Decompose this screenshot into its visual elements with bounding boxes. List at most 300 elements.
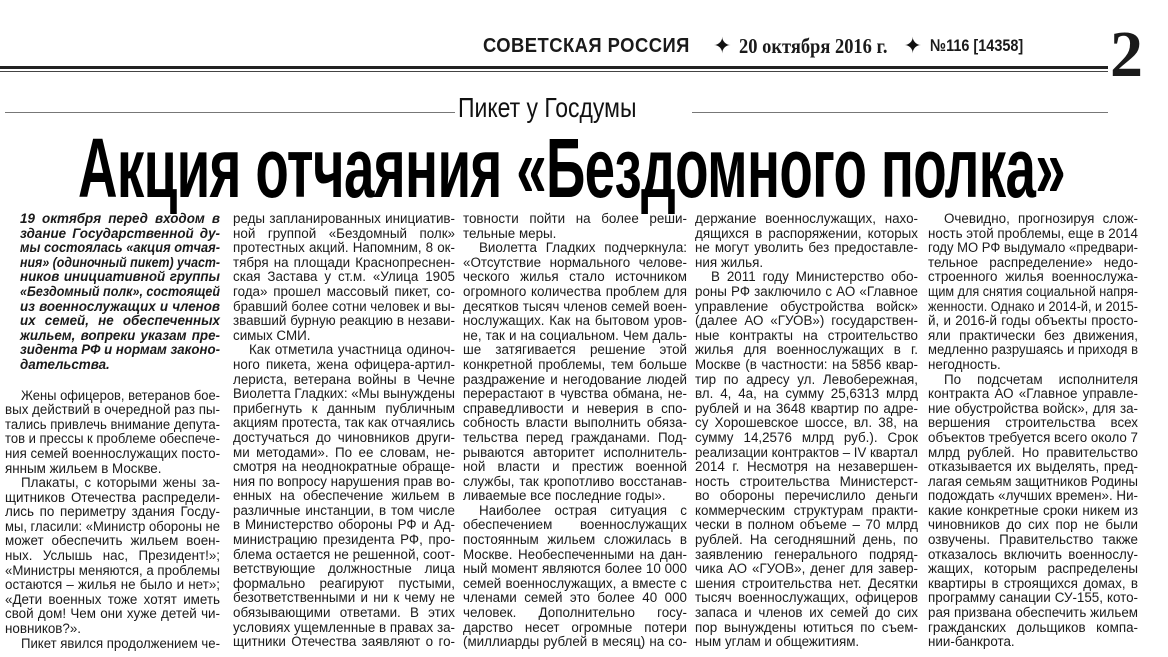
text-line: обязывающими ответами. В этих	[233, 605, 455, 621]
text-line: достучаться до чиновников други-	[233, 429, 455, 445]
paragraph-line	[5, 403, 220, 418]
star-separator-icon: ✦	[713, 33, 732, 58]
paragraph	[695, 270, 918, 649]
text-line: объектов требуется всего около 7	[928, 429, 1138, 445]
text-line: мы, гласили: «Министр обороны не	[5, 518, 220, 534]
paragraph-line	[233, 518, 455, 533]
text-line: Виолетта Гладких подчеркнула:	[479, 240, 687, 256]
text-line: «Бездомный полк», состоящей	[20, 283, 220, 299]
paragraph-line	[928, 314, 1138, 329]
text-line: нии-банкрота.	[928, 634, 1015, 650]
text-line: жилья для военнослужащих в г.	[695, 342, 918, 358]
text-line: контракта АО «Главное управле-	[928, 386, 1138, 402]
paragraph-line	[695, 504, 918, 519]
text-line: ние обустройства войск», для за-	[928, 400, 1138, 416]
text-line: подождать «лучших времен». Ни-	[928, 488, 1138, 504]
paragraph-line	[5, 549, 220, 564]
text-line: запаса и членов их семей до сих	[695, 605, 918, 621]
paragraph-line	[928, 387, 1138, 402]
paragraph-line	[695, 533, 918, 548]
masthead-rule-thin	[0, 71, 1108, 72]
paragraph-line	[233, 446, 455, 461]
paragraph-line	[5, 593, 220, 608]
text-line: отказалось включить военнослу-	[928, 546, 1138, 562]
text-line: Москве. Необеспеченными на дан-	[463, 546, 687, 562]
star-separator-icon: ✦	[903, 33, 922, 58]
text-line: жащих, которым распределены	[928, 561, 1138, 577]
paragraph-line	[463, 227, 687, 242]
paragraph-line	[463, 431, 687, 446]
paragraph-line	[928, 606, 1138, 621]
text-line: ния» (одиночный пикет) участ-	[20, 254, 220, 270]
paragraph-line	[928, 343, 1138, 358]
paragraph-line	[5, 432, 220, 447]
paragraph-line	[233, 270, 455, 285]
text-line: министрацию президента РФ, про-	[233, 532, 455, 548]
text-line: лись по периметру здания Госду-	[5, 504, 220, 520]
text-line: семей военнослужащих, а вместе с	[463, 575, 687, 591]
text-line: акциям протеста, так как отчаялись	[233, 415, 455, 431]
text-line: ность строительства Министерст-	[695, 473, 918, 489]
text-line: ния жилья.	[695, 254, 764, 270]
text-line: нослужащих. Как на бытовом уров-	[463, 313, 687, 329]
paragraph-line	[233, 562, 455, 577]
paragraph-line	[695, 285, 918, 300]
text-line: пор вынуждены ютиться по съем-	[695, 619, 918, 635]
paragraph	[5, 476, 220, 637]
text-line: дарство несет огромные потери	[463, 619, 687, 635]
paragraph-line	[928, 285, 1138, 300]
text-line: яли практически без движения,	[928, 327, 1138, 343]
text-line: «Дети военных тоже хотят иметь	[5, 591, 220, 607]
text-line: мы состоялась «акция отчая-	[20, 240, 220, 256]
text-column	[5, 212, 220, 651]
paragraph-line	[463, 460, 687, 475]
text-line: негодность.	[928, 356, 1001, 372]
paragraph-line	[928, 621, 1138, 636]
paragraph-line	[463, 285, 687, 300]
text-line: ной группой «Бездомный полк»	[233, 225, 455, 241]
paragraph-line	[928, 475, 1138, 490]
article-kicker: Пикет у Госдумы	[458, 92, 637, 123]
text-line: «Министры меняются, а проблемы	[5, 562, 220, 578]
paragraph-line	[463, 329, 687, 344]
paragraph	[233, 343, 455, 649]
paragraph-line	[463, 635, 687, 650]
paragraph-line	[233, 431, 455, 446]
text-line: обеспечением военнослужащих	[463, 517, 687, 533]
lead-line	[20, 270, 220, 285]
paragraph-line	[695, 489, 918, 504]
text-line: свой дом! Чем они хуже детей чи-	[5, 606, 220, 622]
text-line: щитники Отечества заявляют о го-	[233, 634, 455, 650]
text-line: Наиболее острая ситуация с	[479, 502, 687, 518]
paragraph-line	[233, 300, 455, 315]
paragraph-line	[463, 402, 687, 417]
paragraph-line	[233, 533, 455, 548]
paragraph-line	[233, 416, 455, 431]
paragraph-line	[233, 387, 455, 402]
paragraph-line	[928, 241, 1138, 256]
text-line: рываются авторитет исполнитель-	[463, 444, 687, 460]
paragraph-line	[695, 256, 918, 271]
text-line: 2014 г. Несмотря на незавершен-	[695, 459, 918, 475]
text-line: лериста, ветерана войны в Чечне	[233, 371, 455, 387]
text-line: их семей, не обеспеченных	[20, 313, 220, 329]
text-line: рублей. На сегодняшний день, по	[695, 532, 918, 548]
paragraph-line	[928, 518, 1138, 533]
text-line: не, так и на социальном. Чем даль-	[463, 327, 687, 343]
text-line: новников?».	[5, 621, 82, 637]
text-line: енных на обеспечение жильем в	[233, 488, 455, 504]
paragraph-line	[463, 621, 687, 636]
text-line: реды запланированных инициатив-	[233, 211, 455, 226]
text-line: дательства.	[20, 356, 110, 372]
paragraph-line	[695, 241, 918, 256]
paragraph-line	[928, 460, 1138, 475]
text-line: из военнослужащих и членов	[20, 298, 220, 314]
text-line: ветствующие должностные лица	[233, 561, 455, 577]
paragraph-line	[463, 387, 687, 402]
text-line: «Отсутствие нормального челове-	[463, 254, 687, 270]
text-line: человек. Дополнительно госу-	[463, 605, 687, 621]
lead-line	[20, 343, 220, 358]
text-line: зидента РФ и нормам законо-	[20, 342, 220, 358]
text-line: собность власти выполнить обяза-	[463, 415, 687, 431]
paragraph	[695, 212, 918, 270]
text-line: членами семей это более 40 000	[463, 590, 687, 606]
text-line: Очевидно, прогнозируя слож-	[944, 211, 1138, 226]
text-line: ность этой проблемы, еще в 2014	[928, 225, 1138, 241]
text-line: ных. Услышь нас, Президент!»;	[5, 548, 220, 564]
paragraph-line	[695, 518, 918, 533]
text-line: Москве (в частности: на 5856 квар-	[695, 356, 918, 372]
text-line: ческого жилья стало источником	[463, 269, 687, 285]
text-line: (миллиарды рублей в месяц) на со-	[463, 634, 687, 650]
text-line: дящихся в распоряжении, которых	[695, 225, 918, 241]
text-line: в Министерство обороны РФ и Ад-	[233, 517, 455, 533]
text-line: перерастают в чувства обмана, не-	[463, 386, 687, 402]
paragraph	[463, 212, 687, 241]
paragraph-line	[463, 343, 687, 358]
text-line: года» прошел массовый пикет, со-	[233, 283, 455, 299]
paragraph-line	[695, 270, 918, 285]
paragraph-line	[463, 591, 687, 606]
text-line: ния семей военнослужащих посто-	[5, 445, 220, 461]
paragraph-line	[5, 520, 220, 535]
paragraph-line	[928, 548, 1138, 563]
lead-line	[20, 212, 220, 227]
paragraph-line	[928, 533, 1138, 548]
text-line: звавший бурную реакцию в незави-	[233, 313, 455, 329]
text-line: ные контракты на строительство	[695, 327, 918, 343]
text-line: чиновников до сих пор не были	[928, 517, 1138, 533]
paragraph-line	[5, 476, 220, 491]
text-line: лагая семьям защитников Родины	[928, 473, 1138, 489]
paragraph-line	[233, 460, 455, 475]
text-line: По подсчетам исполнителя	[944, 371, 1138, 387]
paragraph-line	[695, 577, 918, 592]
paragraph-line	[233, 358, 455, 373]
text-line: тир по адресу ул. Левобережная,	[695, 371, 918, 387]
text-line: Плакаты, с которыми жены за-	[21, 475, 220, 491]
lead-line	[20, 300, 220, 315]
text-line: различные инстанции, в том числе	[233, 502, 455, 518]
paragraph-line	[695, 606, 918, 621]
paragraph-line	[928, 431, 1138, 446]
text-line: отказывается их выделять, пред-	[928, 459, 1138, 475]
issue-number: №116 [14358]	[929, 36, 1024, 55]
paragraph-line	[233, 285, 455, 300]
text-line: формально реагируют пустыми,	[233, 575, 455, 591]
text-line: может обеспечить жильем воен-	[5, 533, 220, 549]
paragraph-line	[695, 314, 918, 329]
paragraph-line	[463, 577, 687, 592]
text-line: ния по вопросу нарушения прав во-	[233, 473, 455, 489]
text-line: тельства перед гражданами. Под-	[463, 429, 687, 445]
paragraph-line	[233, 227, 455, 242]
text-column	[233, 212, 455, 650]
text-line: су Хорошевское шоссе, вл. 38, на	[695, 415, 918, 431]
text-line: ников инициативной группы	[20, 269, 220, 285]
text-line: справедливости и неверия в спо-	[463, 400, 687, 416]
paragraph	[928, 212, 1138, 373]
paragraph-line	[695, 591, 918, 606]
text-line: рая призвана обеспечить жильем	[928, 605, 1138, 621]
text-line: ская Застава у ст.м. «Улица 1905	[233, 269, 455, 285]
masthead-rule-thick	[0, 66, 1108, 69]
text-line: янным жильем в Москве.	[5, 460, 162, 476]
paragraph-line	[695, 373, 918, 388]
text-line: тельные меры.	[463, 225, 557, 241]
paragraph-line	[233, 606, 455, 621]
paragraph-line	[928, 212, 1138, 227]
paragraph-line	[695, 621, 918, 636]
paragraph-line	[463, 562, 687, 577]
paragraph-line	[233, 314, 455, 329]
text-line: симых СМИ.	[233, 327, 311, 343]
paragraph-line	[233, 621, 455, 636]
paragraph-line	[233, 591, 455, 606]
paragraph-line	[928, 256, 1138, 271]
paragraph-line	[463, 300, 687, 315]
paragraph-line	[233, 212, 455, 227]
paragraph-line	[928, 300, 1138, 315]
paragraph-line	[928, 416, 1138, 431]
paragraph-line	[233, 329, 455, 344]
text-line: млрд рублей. Но правительство	[928, 444, 1138, 460]
text-line: тов и прессы к проблеме обеспече-	[5, 431, 220, 447]
text-line: раздражение и негодование людей	[463, 371, 687, 387]
paragraph	[463, 504, 687, 650]
paragraph-line	[463, 446, 687, 461]
text-line: ше затягивается решение этой	[463, 342, 687, 358]
text-line: ный момент являются более 10 000	[463, 561, 687, 577]
text-line: й, и 2016-й годы объекты просто-	[928, 313, 1138, 329]
text-line: остаются – жилья не было и нет»;	[5, 577, 220, 593]
paragraph-line	[695, 329, 918, 344]
paragraph-line	[928, 270, 1138, 285]
text-line: ми методами». По ее словам, не-	[233, 444, 455, 460]
paragraph-line	[463, 373, 687, 388]
text-line: 19 октября перед входом в	[20, 211, 220, 226]
paragraph-line	[5, 622, 220, 637]
text-line: условиях ущемленные в правах за-	[233, 619, 455, 635]
paragraph-line	[5, 447, 220, 462]
paragraph-line	[695, 431, 918, 446]
text-line: смотря на неоднократные обраще-	[233, 459, 455, 475]
text-line: реализации контрактов – IV квартал	[695, 444, 918, 460]
paragraph-line	[5, 389, 220, 404]
paragraph-line	[695, 343, 918, 358]
text-line: ного пикета, жена офицера-артил-	[233, 356, 455, 372]
lead-line	[20, 329, 220, 344]
paragraph-line	[463, 212, 687, 227]
text-line: ной власти и престиж военной	[463, 459, 687, 475]
paragraph-line	[928, 504, 1138, 519]
text-column	[695, 212, 918, 650]
text-line: держание военнослужащих, нахо-	[695, 211, 918, 226]
paragraph-line	[233, 256, 455, 271]
text-line: заявлению генерального подряд-	[695, 546, 918, 562]
paragraph-line	[695, 212, 918, 227]
text-line: В 2011 году Министерство обо-	[711, 269, 918, 285]
text-line: шения строительства нет. Десятки	[695, 575, 918, 591]
text-line: гражданских дольщиков компа-	[928, 619, 1138, 635]
paragraph-line	[463, 241, 687, 256]
paragraph-line	[695, 227, 918, 242]
paragraph-line	[928, 329, 1138, 344]
text-line: тельное распределение» недо-	[928, 254, 1138, 270]
paragraph-line	[463, 358, 687, 373]
text-line: безответственными и ни к чему не	[233, 590, 455, 606]
text-line: озвучены. Правительство также	[928, 532, 1138, 548]
paragraph-line	[695, 460, 918, 475]
lead-line	[20, 314, 220, 329]
paragraph-line	[5, 637, 220, 652]
lead-line	[20, 358, 220, 373]
paragraph-line	[463, 548, 687, 563]
text-line: программу санации СУ-155, кото-	[928, 590, 1138, 606]
text-line: вых действий в очередной раз пы-	[5, 402, 220, 418]
text-line: Пикет явился продолжением че-	[21, 635, 220, 651]
text-line: вл. 4, 4а, на сумму 25,6313 млрд	[695, 386, 918, 402]
paragraph-line	[463, 256, 687, 271]
paragraph	[5, 389, 220, 477]
text-line: тября на площади Краснопреснен-	[233, 254, 455, 270]
paragraph-line	[928, 591, 1138, 606]
kicker-rule-right	[692, 112, 1108, 113]
paragraph-line	[463, 416, 687, 431]
newspaper-name: СОВЕТСКАЯ РОССИЯ	[483, 34, 690, 57]
paragraph-line	[463, 314, 687, 329]
paragraph-line	[928, 446, 1138, 461]
text-line: Жены офицеров, ветеранов бое-	[21, 387, 220, 403]
text-line: не могут уволить без предоставле-	[695, 240, 918, 256]
text-line: блема остается не решенной, соот-	[233, 546, 455, 562]
text-line: квартиры в строящихся домах, в	[928, 575, 1138, 591]
text-line: прибегнуть к данным публичным	[233, 400, 455, 416]
text-line: медленно разрушаясь и приходя в	[928, 342, 1138, 358]
text-line: Как отметила участница одиноч-	[249, 342, 455, 358]
text-line: какие конкретные сроки никем из	[928, 502, 1138, 518]
paragraph-line	[5, 607, 220, 622]
paragraph-line	[233, 635, 455, 650]
paragraph-line	[928, 562, 1138, 577]
paragraph-line	[5, 534, 220, 549]
paragraph-line	[695, 635, 918, 650]
text-line: Виолетта Гладких: «Мы вынуждены	[233, 386, 455, 402]
paragraph-line	[5, 505, 220, 520]
paragraph-line	[5, 418, 220, 433]
text-line: постоянным жильем сложилась в	[463, 532, 687, 548]
text-line: огромного количества проблем для	[463, 283, 687, 299]
issue-date: 20 октября 2016 г.	[739, 33, 888, 58]
paragraph-line	[463, 504, 687, 519]
paragraph-line	[233, 241, 455, 256]
paragraph-line	[695, 446, 918, 461]
lead-spacer	[5, 373, 220, 389]
text-line: роны РФ заключило с АО «Главное	[695, 283, 918, 299]
paragraph-line	[463, 475, 687, 490]
paragraph-line	[233, 489, 455, 504]
text-line: строенного жилья военнослужа-	[928, 269, 1138, 285]
text-line: здание Государственной ду-	[20, 225, 220, 241]
text-line: управление обустройства войск»	[695, 298, 918, 314]
paragraph-line	[695, 300, 918, 315]
kicker-rule-left	[5, 112, 455, 113]
paragraph-line	[233, 577, 455, 592]
paragraph-line	[463, 533, 687, 548]
text-column	[928, 212, 1138, 650]
paragraph-line	[233, 373, 455, 388]
paragraph-line	[463, 606, 687, 621]
paragraph-line	[928, 402, 1138, 417]
paragraph-line	[233, 504, 455, 519]
text-column	[463, 212, 687, 650]
paragraph	[463, 241, 687, 504]
text-line: протестных акций. Напомним, 8 ок-	[233, 240, 455, 256]
paragraph-line	[463, 270, 687, 285]
article-lead	[20, 212, 220, 373]
paragraph	[928, 373, 1138, 650]
lead-line	[20, 227, 220, 242]
lead-line	[20, 256, 220, 271]
paragraph-line	[463, 518, 687, 533]
text-line: рублей и на 3648 квартир по адре-	[695, 400, 918, 416]
text-line: чески в полном объеме – 70 млрд	[695, 517, 918, 533]
paragraph-line	[5, 578, 220, 593]
text-line: коммерческим структурам практи-	[695, 502, 918, 518]
paragraph-line	[928, 373, 1138, 388]
text-line: чика АО «ГУОВ», денег для завер-	[695, 561, 918, 577]
text-line: щим для снятия социальной напря-	[928, 283, 1138, 299]
paragraph-line	[695, 416, 918, 431]
paragraph-line	[695, 548, 918, 563]
text-line: бравший более сотни человек и вы-	[233, 298, 455, 314]
paragraph-line	[695, 562, 918, 577]
paragraph	[233, 212, 455, 343]
text-line: (далее АО «ГУОВ») государствен-	[695, 313, 918, 329]
text-line: ным углам и общежитиям.	[695, 634, 860, 650]
text-line: товности пойти на более реши-	[463, 211, 687, 226]
paragraph-line	[695, 475, 918, 490]
text-line: службы, так кропотливо восстанав-	[463, 473, 687, 489]
paragraph-line	[5, 491, 220, 506]
paragraph-line	[928, 227, 1138, 242]
text-line: десятков тысяч членов семей воен-	[463, 298, 687, 314]
text-line: тались привлечь внимание депута-	[5, 416, 220, 432]
